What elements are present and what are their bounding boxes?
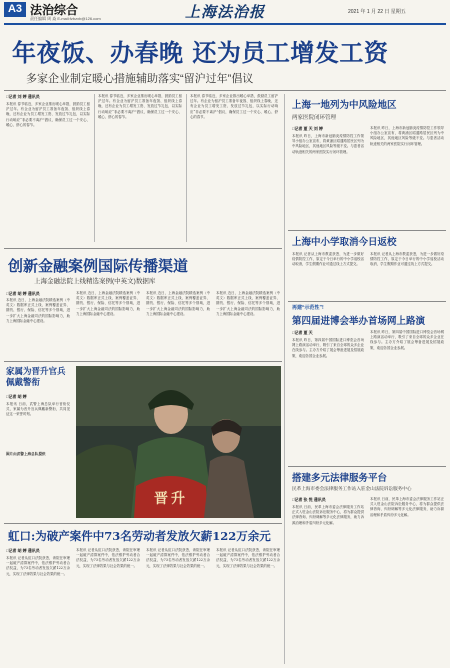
news-photo — [76, 366, 281, 518]
hongkou-col-3: 本报讯 记者从虹口法院获悉，该院在审理一起破产清算案件中，依法维护劳动者合法权益，为73名劳动者发放欠薪122万余元，实现了法律效果与社会效果的统一。 — [146, 548, 210, 568]
expo-col-2: 本报讯 昨日，第四届中国国际进口博览会首场网上路演活动举行，吸引了来自全球的众多企业在线参与。主办方介绍了展会筹备进展及招展政策，欢迎各国企业参展。 — [370, 330, 444, 350]
photo-headline: 家属为晋升官兵佩戴警衔 — [6, 367, 66, 388]
section-rule — [4, 523, 282, 524]
hongkou-col-2: 本报讯 记者从虹口法院获悉，该院在审理一起破产清算案件中，依法维护劳动者合法权益，为73名劳动者发放欠薪122万余元，实现了法律效果与社会效果的统一。 — [76, 548, 140, 568]
hongkou-col-4: 本报讯 记者从虹口法院获悉，该院在审理一起破产清算案件中，依法维护劳动者合法权益，为73名劳动者发放欠薪122万余元，实现了法律效果与社会效果的统一。 — [216, 548, 280, 568]
masthead — [0, 0, 450, 26]
lead-col-3: 本报讯 春节临近，多家企业推出暖心举措，鼓励员工留沪过年。有企业为留沪员工准备年夜饭、组织线上春晚，还有企业为员工增发工资、发放过节礼包，以实际行动响应“非必要不离沪”倡议，确保员工过一个安心、暖心、舒心的春节。 — [190, 94, 278, 119]
innovation-col-2: 本报讯 近日，上海金融法院精选案例（中英文）数据库正式上线，案例覆盖证券、期货、银行、保险、信托等多个领域，进一步扩大上海金融司法的国际影响力，助力上海国际金融中心建设。 — [76, 291, 140, 316]
section-title: 法治综合 — [30, 3, 79, 17]
banner-text: 晋升 — [154, 491, 188, 507]
hongkou-headline: 虹口:为破产案件中73名劳动者发放欠薪122万余元 — [8, 529, 271, 543]
masthead-rule — [4, 23, 446, 25]
lead-col-1: 本报讯 春节临近，多家企业推出暖心举措，鼓励员工留沪过年。有企业为留沪员工准备年夜饭、组织线上春晚，还有企业为员工增发工资、发放过节礼包，以实际行动响应“非必要不离沪”倡议，确保员工过一个安心、暖心、舒心的春节。 — [6, 102, 90, 127]
innovation-col-3: 本报讯 近日，上海金融法院精选案例（中英文）数据库正式上线，案例覆盖证券、期货、银行、保险、信托等多个领域，进一步扩大上海金融司法的国际影响力，助力上海国际金融中心建设。 — [146, 291, 210, 316]
hongkou-col-1: 本报讯 记者从虹口法院获悉，该院在审理一起破产清算案件中，依法维护劳动者合法权益，为73名劳动者发放欠薪122万余元，实现了法律效果与社会效果的统一。 — [6, 556, 70, 576]
lead-divider — [4, 90, 446, 91]
risk-headline: 上海一地列为中风险地区 — [292, 100, 397, 111]
innovation-col-1: 本报讯 近日，上海金融法院精选案例（中英文）数据库正式上线，案例覆盖证券、期货、银行、保险、信托等多个领域，进一步扩大上海金融司法的国际影响力，助力上海国际金融中心建设。 — [6, 298, 70, 323]
innovation-headline: 创新金融案例国际传播渠道 — [8, 257, 189, 275]
expo-headline: 第四届进博会举办首场网上路演 — [292, 316, 426, 327]
hongkou-byline: □记者 胡 婷 通讯员 — [6, 548, 40, 553]
theme-tag: 再建“示范性”! — [292, 305, 324, 311]
school-headline: 上海中小学取消今日返校 — [292, 237, 397, 248]
lead-byline: □记者 刘 婷 通讯员 — [6, 94, 40, 99]
expo-col-1: 本报讯 昨日，第四届中国国际进口博览会首场网上路演活动举行，吸引了来自全球的众多企业在线参与。主办方介绍了展会筹备进展及招展政策，欢迎各国企业参展。 — [292, 338, 364, 358]
risk-col-1: 本报讯 昨日，上海市新冠肺炎疫情防控工作领导小组办公室宣布，将黄浦区昭通路居民区列为中风险地区，其他地区风险等级不变。与患者活动轨迹相关的两家医院实行闭环管理。 — [292, 134, 364, 154]
photo-byline: □记者 胡 婷 — [6, 394, 27, 399]
newspaper-logo: 上海法治报 — [185, 3, 266, 21]
section-rule — [4, 361, 282, 362]
legal-col-2: 本报讯 日前，民革上海市委会法律服务工作站正式入驻金山法院诉讼服务中心，将为群众提供法律咨询、纠纷调解等多元化法律服务，助力诉源治理和矛盾纠纷多元化解。 — [370, 497, 444, 517]
page-number: A3 — [4, 2, 26, 17]
innovation-subhead: 上海金融法院上线精选案例(中英文)数据库 — [34, 278, 156, 285]
legal-subhead: 民革上海市委会法律服务工作站入驻金山法院诉讼服务中心 — [292, 486, 412, 491]
risk-subhead: 两家医院闭环管理 — [292, 115, 337, 121]
legal-byline: □记者 张 悦 通讯员 — [292, 497, 326, 502]
innovation-byline: □记者 胡 婷 通讯员 — [6, 291, 40, 296]
school-col-1: 本报讯 记者从上海市教委获悉，为进一步做好疫情防控工作，原定于今日举行的中小学返校活动取消，学生假期作业可通过线上方式提交。 — [292, 252, 364, 267]
risk-byline: □记者 夏 天 刘 婷 — [292, 126, 323, 131]
innovation-col-4: 本报讯 近日，上海金融法院精选案例（中英文）数据库正式上线，案例覆盖证券、期货、银行、保险、信托等多个领域，进一步扩大上海金融司法的国际影响力，助力上海国际金融中心建设。 — [216, 291, 280, 316]
column-divider — [186, 94, 187, 242]
issue-date: 2021 年 1 月 22 日 星期五 — [348, 9, 406, 15]
legal-col-1: 本报讯 日前，民革上海市委会法律服务工作站正式入驻金山法院诉讼服务中心，将为群众提供法律咨询、纠纷调解等多元化法律服务，助力诉源治理和矛盾纠纷多元化解。 — [292, 505, 364, 525]
page-column-divider — [284, 94, 285, 664]
photo-credit: 图片由武警上海总队提供 — [6, 452, 46, 456]
legal-headline: 搭建多元法律服务平台 — [292, 473, 388, 484]
school-col-2: 本报讯 记者从上海市教委获悉，为进一步做好疫情防控工作，原定于今日举行的中小学返校活动取消，学生假期作业可通过线上方式提交。 — [370, 252, 444, 267]
lead-headline: 年夜饭、办春晚 还为员工增发工资 — [12, 38, 389, 67]
column-divider — [94, 94, 95, 242]
lead-subhead: 多家企业制定暖心措施辅助落实“留沪过年”倡议 — [26, 73, 254, 85]
lead-col-2: 本报讯 春节临近，多家企业推出暖心举措，鼓励员工留沪过年。有企业为留沪员工准备年夜饭、组织线上春晚，还有企业为员工增发工资、发放过节礼包，以实际行动响应“非必要不离沪”倡议，确保员工过一个安心、暖心、舒心的春节。 — [98, 94, 182, 119]
editor-line: 责任编辑 周 焱 E-mail:fzbzxb@126.com — [30, 16, 101, 21]
expo-byline: □记者 夏 天 — [292, 330, 313, 335]
risk-col-2: 本报讯 昨日，上海市新冠肺炎疫情防控工作领导小组办公室宣布，将黄浦区昭通路居民区列为中风险地区，其他地区风险等级不变。与患者活动轨迹相关的两家医院实行闭环管理。 — [370, 126, 444, 146]
lead-body — [6, 94, 282, 244]
section-rule — [288, 466, 446, 467]
section-rule — [4, 248, 282, 249]
section-rule — [288, 230, 446, 231]
section-rule — [288, 301, 446, 302]
photo-caption: 本报讯 日前，武警上海总队举行晋衔仪式，家属为晋升官兵佩戴新警衔，共同见证这一荣誉时刻。 — [6, 402, 70, 417]
